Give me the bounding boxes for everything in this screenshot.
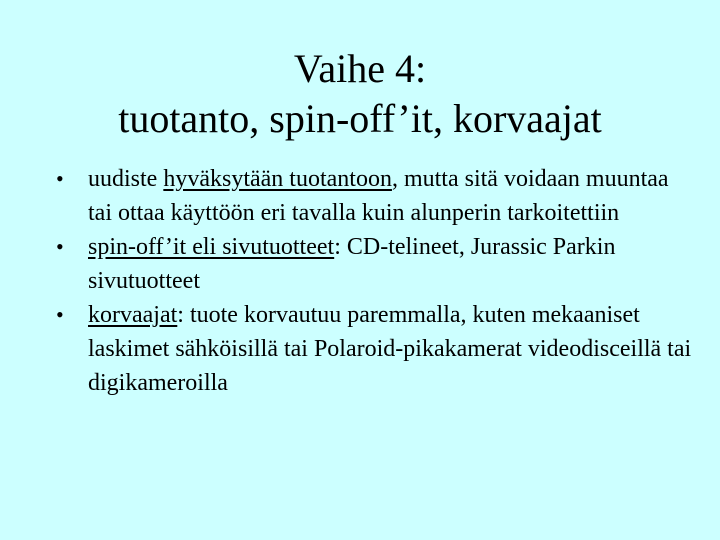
bullet-item-substitutes bbox=[56, 298, 696, 400]
title-line-1: Vaihe 4: bbox=[293, 46, 427, 91]
bullet-icon: • bbox=[56, 234, 64, 259]
bullet-item-production bbox=[56, 162, 696, 230]
bullet-icon: • bbox=[56, 302, 64, 327]
bullet-text: : tuote korvautuu paremmalla, kuten mekaaniset laskimet sähköisillä tai Polaroid-pikakamerat videodisceillä tai digikameroilla bbox=[88, 302, 692, 396]
bullet-text: : CD-telineet, Jurassic Parkin sivutuotteet bbox=[88, 234, 616, 294]
bullet-item-spinoffs bbox=[56, 230, 696, 298]
bullet-icon: • bbox=[56, 166, 64, 191]
bullet-text: , mutta sitä voidaan muuntaa tai ottaa käyttöön eri tavalla kuin alunperin tarkoitettiin bbox=[88, 166, 669, 226]
bullet-term: spin-off’it eli sivutuotteet bbox=[88, 234, 335, 260]
bullet-term: korvaajat bbox=[88, 302, 178, 328]
bullet-term: hyväksytään tuotantoon bbox=[163, 166, 392, 192]
slide-title bbox=[0, 44, 720, 144]
bullet-list bbox=[56, 162, 696, 400]
bullet-prefix: uudiste bbox=[88, 166, 164, 192]
title-line-2: tuotanto, spin-off’it, korvaajat bbox=[118, 96, 602, 141]
